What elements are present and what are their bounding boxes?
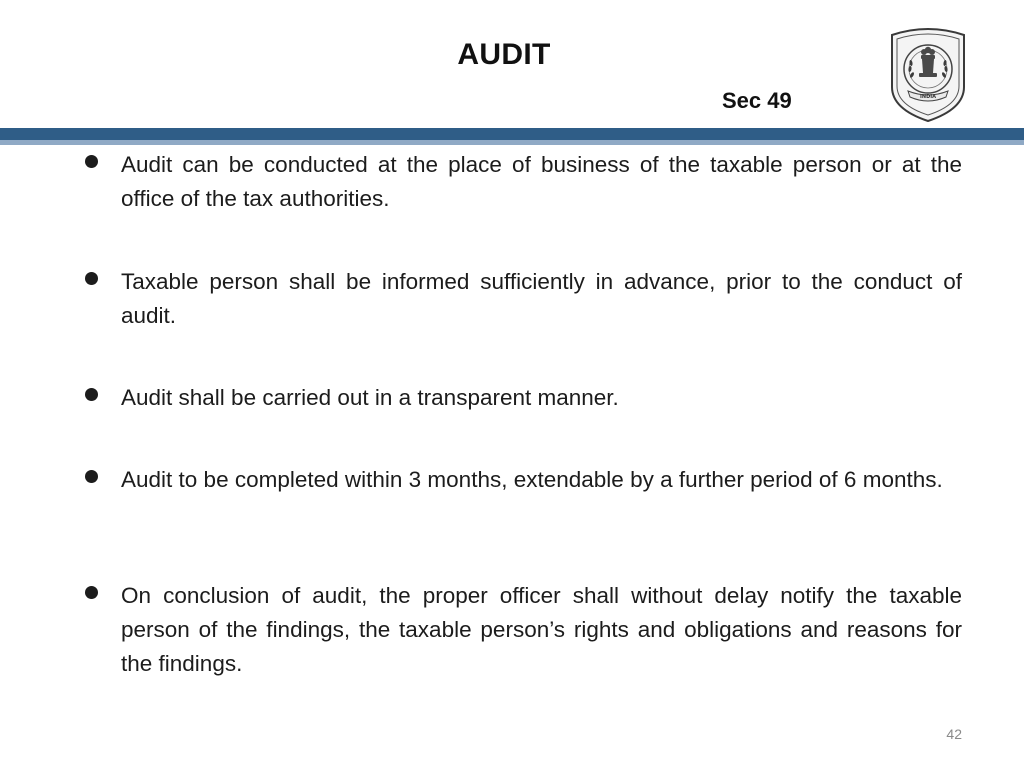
emblem-banner-text: INDIA [920, 94, 936, 100]
bullet-text: Audit can be conducted at the place of business of the taxable person or at the office of the tax authorities. [121, 152, 962, 211]
bullet-dot-icon [85, 272, 98, 285]
section-reference: Sec 49 [722, 88, 792, 113]
bullet-dot-icon [85, 586, 98, 599]
page-number: 42 [946, 726, 962, 742]
header-band-light [0, 140, 1024, 145]
emblem-logo [888, 25, 968, 123]
slide-title: AUDIT [457, 38, 551, 71]
bullet-text: Audit shall be carried out in a transparent manner. [121, 385, 619, 410]
bullet-text: On conclusion of audit, the proper officer shall without delay notify the taxable person of the findings, the taxable person’s rights and obligations and reasons for the findings. [121, 583, 962, 676]
bullet-dot-icon [85, 388, 98, 401]
national-emblem-icon [888, 25, 968, 123]
bullet-text: Taxable person shall be informed sufficiently in advance, prior to the conduct of audit. [121, 269, 962, 328]
bullet-text: Audit to be completed within 3 months, extendable by a further period of 6 months. [121, 467, 943, 492]
bullet-dot-icon [85, 155, 98, 168]
bullet-dot-icon [85, 470, 98, 483]
header-band-dark [0, 128, 1024, 140]
